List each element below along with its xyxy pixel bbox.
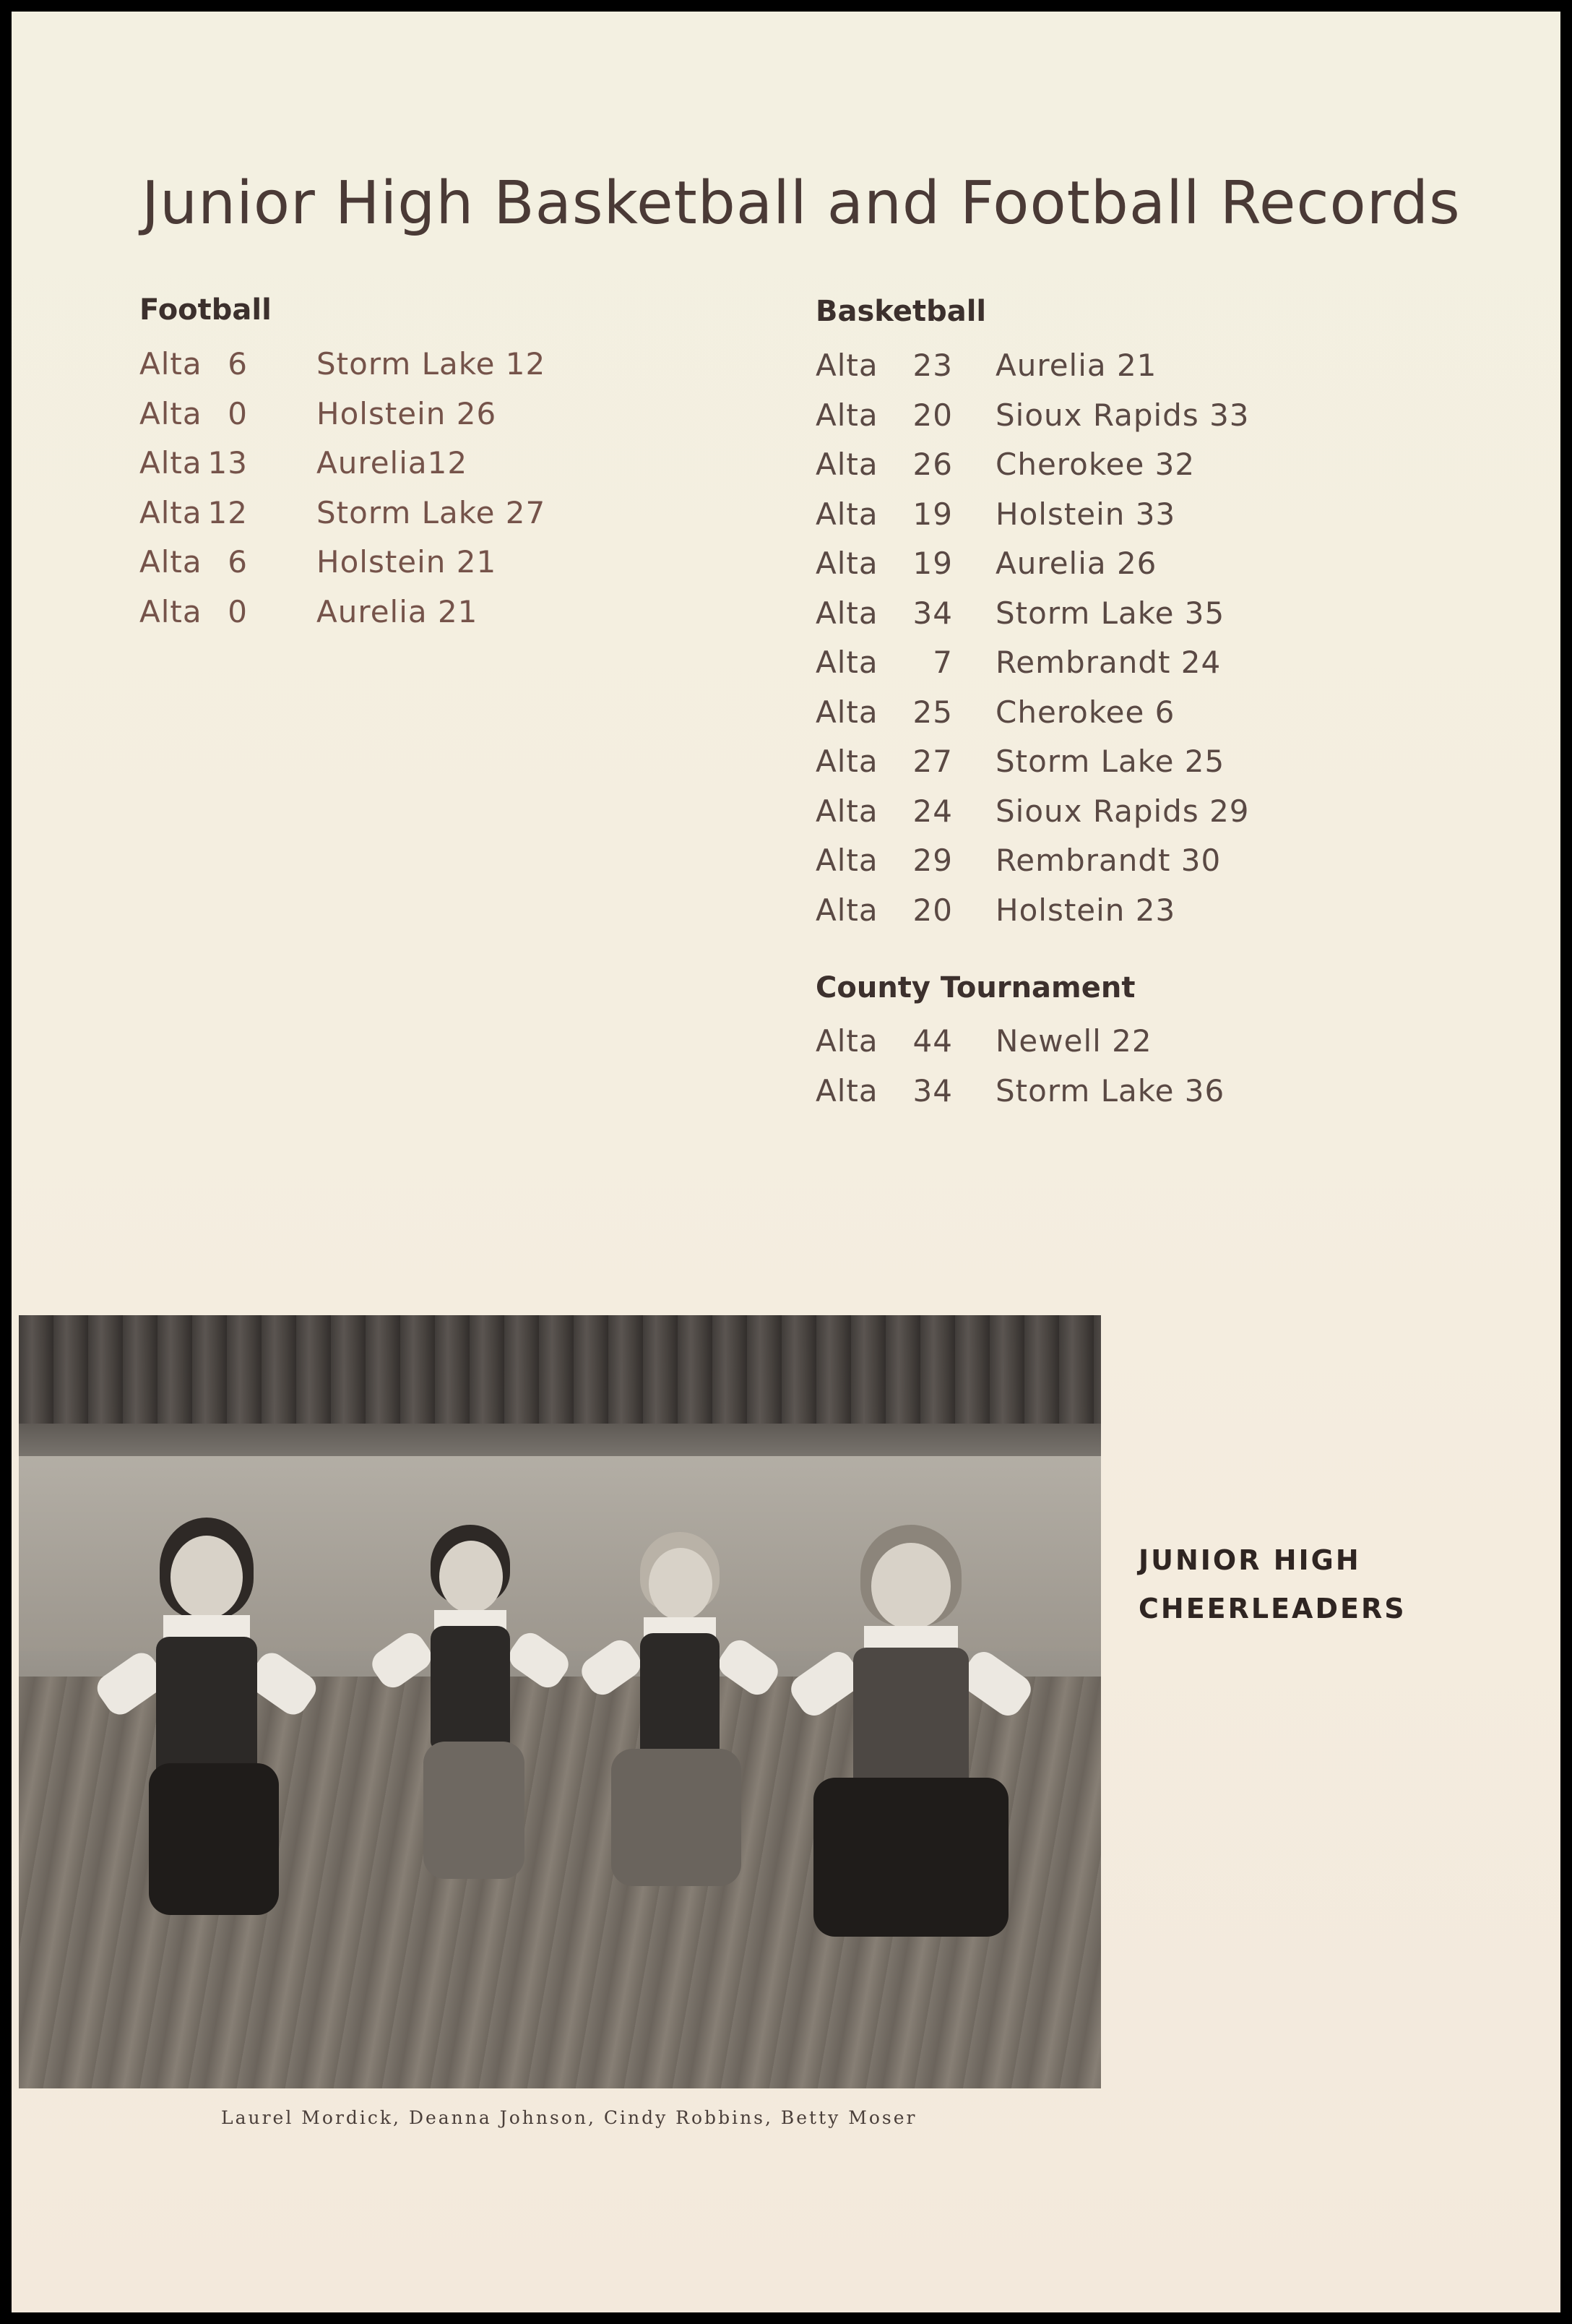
team-name: Alta [816, 694, 878, 730]
team-score: 0 [228, 593, 248, 629]
basketball-results [816, 348, 1321, 942]
team-score: 12 [207, 494, 248, 530]
team-score: 29 [912, 843, 953, 878]
team-name: Alta [816, 1023, 878, 1059]
opponent-score: Storm Lake 36 [996, 1072, 1225, 1109]
basketball-game-row [816, 546, 1321, 595]
basketball-heading: Basketball [816, 295, 987, 328]
basketball-game-row [816, 348, 1321, 397]
team-name: Alta [139, 445, 202, 481]
team-score: 20 [912, 397, 953, 433]
team-name: Alta [816, 447, 878, 482]
page-title: Junior High Basketball and Football Records [142, 169, 1461, 238]
opponent-score: Holstein 21 [316, 544, 497, 580]
team-name: Alta [816, 546, 878, 581]
team-name: Alta [816, 645, 878, 680]
cheerleaders-heading-line1: JUNIOR HIGH [1139, 1544, 1361, 1576]
team-score: 7 [933, 645, 953, 680]
football-game-row [139, 594, 645, 644]
team-score: 0 [228, 395, 248, 431]
football-game-row [139, 544, 645, 594]
team-name: Alta [816, 843, 878, 878]
opponent-score: Newell 22 [996, 1023, 1152, 1059]
team-name: Alta [816, 1072, 878, 1109]
team-name: Alta [816, 348, 878, 383]
team-name: Alta [139, 494, 202, 530]
team-score: 6 [228, 544, 248, 580]
football-game-row [139, 495, 645, 545]
team-name: Alta [816, 744, 878, 779]
cheerleader-figure [373, 1525, 568, 1886]
opponent-score: Holstein 23 [996, 892, 1176, 928]
tournament-game-row [816, 1023, 1321, 1073]
basketball-game-row [816, 843, 1321, 892]
tournament-results [816, 1023, 1321, 1122]
team-score: 20 [912, 892, 953, 928]
opponent-score: Aurelia 21 [316, 593, 478, 629]
stage-curtain [19, 1315, 1101, 1424]
opponent-score: Rembrandt 30 [996, 843, 1222, 878]
team-score: 24 [912, 793, 953, 829]
football-game-row [139, 346, 645, 396]
opponent-score: Cherokee 32 [996, 447, 1196, 482]
team-score: 34 [912, 1072, 953, 1109]
photo-caption: Laurel Mordick, Deanna Johnson, Cindy Robbins, Betty Moser [221, 2107, 917, 2128]
opponent-score: Cherokee 6 [996, 694, 1175, 730]
cheerleader-figure [792, 1525, 1030, 1944]
yearbook-page [12, 12, 1560, 2312]
team-name: Alta [139, 395, 202, 431]
opponent-score: Holstein 26 [316, 395, 497, 431]
opponent-score: Rembrandt 24 [996, 645, 1222, 680]
opponent-score: Storm Lake 12 [316, 346, 546, 382]
team-score: 6 [228, 346, 248, 382]
team-score: 19 [912, 546, 953, 581]
team-score: 19 [912, 496, 953, 532]
basketball-game-row [816, 744, 1321, 793]
basketball-game-row [816, 397, 1321, 447]
opponent-score: Storm Lake 35 [996, 595, 1225, 631]
team-name: Alta [816, 397, 878, 433]
cheerleaders-heading-line2: CHEERLEADERS [1139, 1593, 1407, 1624]
team-name: Alta [816, 793, 878, 829]
team-name: Alta [139, 544, 202, 580]
team-score: 26 [912, 447, 953, 482]
tournament-heading: County Tournament [816, 971, 1136, 1004]
basketball-game-row [816, 892, 1321, 942]
football-game-row [139, 445, 645, 495]
cheerleader-figure [582, 1532, 777, 1893]
football-results [139, 346, 645, 643]
opponent-score: Holstein 33 [996, 496, 1176, 532]
opponent-score: Sioux Rapids 29 [996, 793, 1250, 829]
team-score: 25 [912, 694, 953, 730]
opponent-score: Sioux Rapids 33 [996, 397, 1250, 433]
cheerleaders-heading [1139, 1536, 1407, 1633]
team-score: 13 [207, 445, 248, 481]
basketball-game-row [816, 447, 1321, 496]
team-name: Alta [139, 346, 202, 382]
opponent-score: Aurelia 26 [996, 546, 1157, 581]
team-score: 27 [912, 744, 953, 779]
cheerleaders-photo [19, 1315, 1101, 2088]
team-score: 23 [912, 348, 953, 383]
football-game-row [139, 396, 645, 446]
opponent-score: Aurelia 21 [996, 348, 1157, 383]
basketball-game-row [816, 496, 1321, 546]
tournament-game-row [816, 1073, 1321, 1123]
team-score: 44 [912, 1023, 953, 1059]
football-heading: Football [139, 293, 272, 327]
basketball-game-row [816, 793, 1321, 843]
basketball-game-row [816, 595, 1321, 645]
opponent-score: Storm Lake 25 [996, 744, 1225, 779]
team-score: 34 [912, 595, 953, 631]
cheerleader-figure [98, 1518, 315, 1922]
team-name: Alta [816, 595, 878, 631]
team-name: Alta [139, 593, 202, 629]
opponent-score: Storm Lake 27 [316, 494, 546, 530]
opponent-score: Aurelia12 [316, 445, 468, 481]
team-name: Alta [816, 892, 878, 928]
team-name: Alta [816, 496, 878, 532]
basketball-game-row [816, 694, 1321, 744]
basketball-game-row [816, 645, 1321, 694]
